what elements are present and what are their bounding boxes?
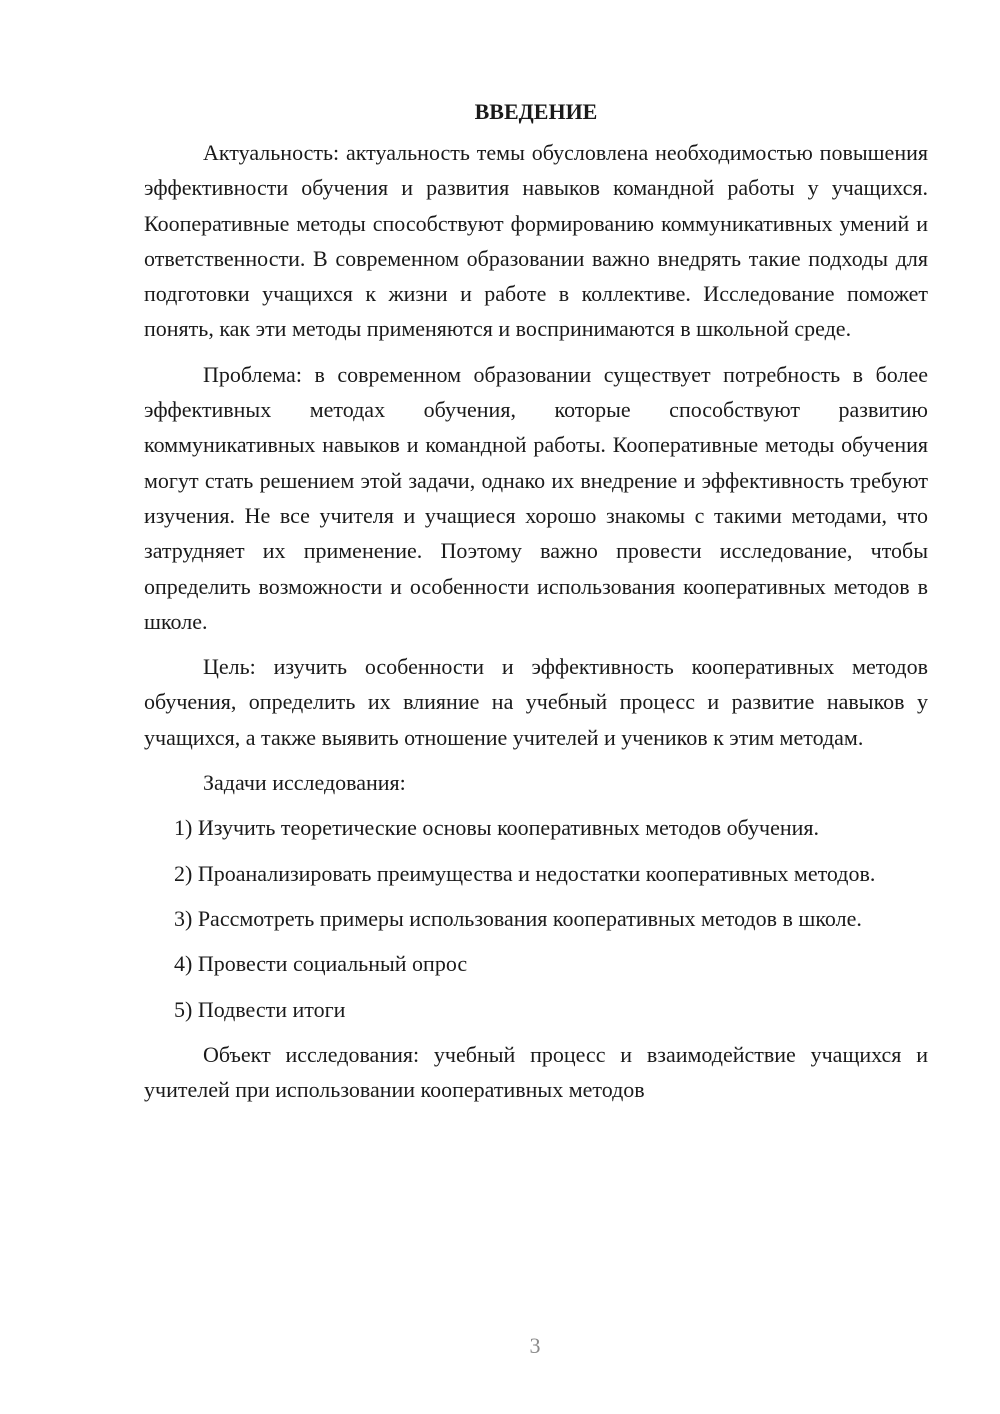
paragraph-problem: Проблема: в современном образовании существует потребность в более эффективных методах обучения, которые способствуют развитию коммуникативных навыков и командной работы. Кооперативные методы обучения могут стать решением этой задачи, однако их внедрение и эффективность требуют изучения. Не все учителя и учащиеся хорошо знакомы с такими методами, что затрудняет их применение. Поэтому важно провести исследование, чтобы определить возможности и особенности использования кооперативных методов в школе.	[144, 361, 928, 634]
task-item-4: 4) Провести социальный опрос	[174, 951, 468, 977]
task-item-1: 1) Изучить теоретические основы кооперативных методов обучения.	[174, 815, 820, 841]
page-content	[144, 94, 928, 1117]
page-number: 3	[529, 1333, 541, 1358]
paragraph-tasks-heading: Задачи исследования:	[203, 770, 406, 796]
task-item-3: 3) Рассмотреть примеры использования кооперативных методов в школе.	[174, 905, 862, 931]
paragraph-object: Объект исследования: учебный процесс и взаимодействие учащихся и учителей при использовании кооперативных методов	[144, 1041, 928, 1103]
paragraph-relevance: Актуальность: актуальность темы обусловлена необходимостью повышения эффективности обучения и развития навыков командной работы у учащихся. Кооперативные методы способствуют формированию коммуникативных умений и ответственности. В современном образовании важно внедрять такие подходы для подготовки учащихся к жизни и работе в коллективе. Исследование поможет понять, как эти методы применяются и воспринимаются в школьной среде.	[144, 140, 928, 342]
task-item-2: 2) Проанализировать преимущества и недостатки кооперативных методов.	[174, 860, 876, 886]
paragraph-goal: Цель: изучить особенности и эффективность кооперативных методов обучения, определить их влияние на учебный процесс и развитие навыков у учащихся, а также выявить отношение учителей и учеников к этим методам.	[144, 654, 928, 750]
section-title: ВВЕДЕНИЕ	[474, 99, 598, 124]
task-item-5: 5) Подвести итоги	[174, 996, 346, 1022]
